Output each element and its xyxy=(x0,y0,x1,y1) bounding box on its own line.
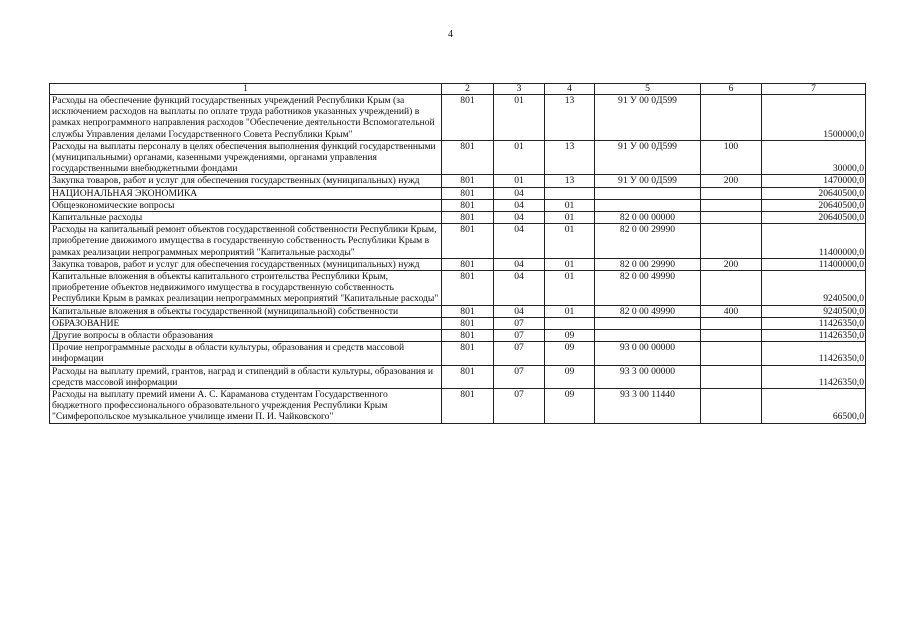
grbs-code-cell: 801 xyxy=(442,199,494,211)
expense-name-cell: Общеэкономические вопросы xyxy=(50,199,442,211)
amount-cell: 11426350,0 xyxy=(762,365,866,388)
grbs-code-cell: 801 xyxy=(442,317,494,329)
expense-name-cell: НАЦИОНАЛЬНАЯ ЭКОНОМИКА xyxy=(50,187,442,199)
table-row xyxy=(50,365,866,388)
grbs-code-cell: 801 xyxy=(442,224,494,259)
amount-cell: 11400000,0 xyxy=(762,258,866,270)
expense-name-cell: Капитальные вложения в объекты государственной (муниципальной) собственности xyxy=(50,305,442,317)
target-article-cell: 91 У 00 0Д599 xyxy=(595,95,701,141)
grbs-code-cell: 801 xyxy=(442,365,494,388)
expense-name-cell: Расходы на выплаты персоналу в целях обеспечения выполнения функций государственными (муниципальными) органами, казенными учреждениями, органами управления государственными внебюджетными фондами xyxy=(50,140,442,175)
table-row xyxy=(50,187,866,199)
section-code-cell: 07 xyxy=(494,389,545,424)
target-article-cell: 82 0 00 29990 xyxy=(595,258,701,270)
amount-cell: 30000,0 xyxy=(762,140,866,175)
header-cell: 3 xyxy=(494,84,545,95)
section-code-cell: 04 xyxy=(494,187,545,199)
expense-type-cell xyxy=(701,271,762,306)
expense-type-cell: 200 xyxy=(701,258,762,270)
table-row xyxy=(50,212,866,224)
subsection-code-cell xyxy=(545,187,595,199)
header-row xyxy=(50,84,866,95)
section-code-cell: 04 xyxy=(494,199,545,211)
section-code-cell: 04 xyxy=(494,305,545,317)
subsection-code-cell: 01 xyxy=(545,199,595,211)
budget-table xyxy=(49,83,866,424)
subsection-code-cell: 01 xyxy=(545,258,595,270)
expense-type-cell: 100 xyxy=(701,140,762,175)
amount-cell: 66500,0 xyxy=(762,389,866,424)
section-code-cell: 04 xyxy=(494,258,545,270)
section-code-cell: 04 xyxy=(494,271,545,306)
table-row xyxy=(50,175,866,187)
subsection-code-cell: 09 xyxy=(545,342,595,365)
grbs-code-cell: 801 xyxy=(442,271,494,306)
subsection-code-cell: 09 xyxy=(545,389,595,424)
expense-name-cell: Другие вопросы в области образования xyxy=(50,330,442,342)
header-cell: 7 xyxy=(762,84,866,95)
amount-cell: 20640500,0 xyxy=(762,187,866,199)
target-article-cell: 91 У 00 0Д599 xyxy=(595,175,701,187)
amount-cell: 1500000,0 xyxy=(762,95,866,141)
table-row xyxy=(50,342,866,365)
amount-cell: 11400000,0 xyxy=(762,224,866,259)
expense-type-cell xyxy=(701,212,762,224)
subsection-code-cell: 13 xyxy=(545,95,595,141)
target-article-cell xyxy=(595,187,701,199)
target-article-cell: 82 0 00 49990 xyxy=(595,271,701,306)
table-row xyxy=(50,389,866,424)
subsection-code-cell: 13 xyxy=(545,175,595,187)
expense-name-cell: Капитальные вложения в объекты капитального строительства Республики Крым, приобретение объектов недвижимого имущества в государственную собственность Республики Крым в рамках реализации непрограммных мероприятий "Капитальные расходы" xyxy=(50,271,442,306)
expense-type-cell: 400 xyxy=(701,305,762,317)
expense-type-cell xyxy=(701,330,762,342)
subsection-code-cell: 01 xyxy=(545,212,595,224)
amount-cell: 1470000,0 xyxy=(762,175,866,187)
expense-name-cell: Расходы на капитальный ремонт объектов государственной собственности Республики Крым, приобретение движимого имущества в государственную собственность Республики Крым в рамках реализации непрограммных мероприятий "Капитальные расходы" xyxy=(50,224,442,259)
target-article-cell xyxy=(595,317,701,329)
table-row xyxy=(50,330,866,342)
expense-name-cell: Закупка товаров, работ и услуг для обеспечения государственных (муниципальных) нужд xyxy=(50,258,442,270)
subsection-code-cell: 09 xyxy=(545,365,595,388)
amount-cell: 9240500,0 xyxy=(762,305,866,317)
target-article-cell: 93 3 00 00000 xyxy=(595,365,701,388)
section-code-cell: 01 xyxy=(494,140,545,175)
target-article-cell: 93 3 00 11440 xyxy=(595,389,701,424)
subsection-code-cell: 09 xyxy=(545,330,595,342)
expense-type-cell xyxy=(701,342,762,365)
section-code-cell: 07 xyxy=(494,342,545,365)
header-cell: 1 xyxy=(50,84,442,95)
expense-name-cell: ОБРАЗОВАНИЕ xyxy=(50,317,442,329)
table-row xyxy=(50,317,866,329)
expense-name-cell: Расходы на выплату премий имени А. С. Караманова студентам Государственного бюджетного профессионального образовательного учреждения Республики Крым "Симферопольское музыкальное училище имени П. И. Чайковского" xyxy=(50,389,442,424)
target-article-cell: 82 0 00 49990 xyxy=(595,305,701,317)
subsection-code-cell: 01 xyxy=(545,305,595,317)
table-row xyxy=(50,271,866,306)
section-code-cell: 07 xyxy=(494,365,545,388)
grbs-code-cell: 801 xyxy=(442,187,494,199)
section-code-cell: 01 xyxy=(494,95,545,141)
target-article-cell xyxy=(595,199,701,211)
expense-type-cell xyxy=(701,389,762,424)
grbs-code-cell: 801 xyxy=(442,389,494,424)
section-code-cell: 07 xyxy=(494,317,545,329)
header-cell: 2 xyxy=(442,84,494,95)
expense-name-cell: Расходы на выплату премий, грантов, наград и стипендий в области культуры, образования и средств массовой информации xyxy=(50,365,442,388)
header-cell: 6 xyxy=(701,84,762,95)
header-cell: 4 xyxy=(545,84,595,95)
amount-cell: 11426350,0 xyxy=(762,342,866,365)
grbs-code-cell: 801 xyxy=(442,330,494,342)
section-code-cell: 07 xyxy=(494,330,545,342)
target-article-cell: 82 0 00 00000 xyxy=(595,212,701,224)
grbs-code-cell: 801 xyxy=(442,95,494,141)
grbs-code-cell: 801 xyxy=(442,305,494,317)
target-article-cell: 82 0 00 29990 xyxy=(595,224,701,259)
expense-type-cell xyxy=(701,95,762,141)
expense-type-cell xyxy=(701,317,762,329)
expense-type-cell xyxy=(701,187,762,199)
amount-cell: 20640500,0 xyxy=(762,212,866,224)
target-article-cell xyxy=(595,330,701,342)
grbs-code-cell: 801 xyxy=(442,175,494,187)
target-article-cell: 93 0 00 00000 xyxy=(595,342,701,365)
grbs-code-cell: 801 xyxy=(442,342,494,365)
subsection-code-cell xyxy=(545,317,595,329)
table-row xyxy=(50,199,866,211)
table-row xyxy=(50,95,866,141)
amount-cell: 9240500,0 xyxy=(762,271,866,306)
amount-cell: 11426350,0 xyxy=(762,317,866,329)
expense-name-cell: Закупка товаров, работ и услуг для обеспечения государственных (муниципальных) нужд xyxy=(50,175,442,187)
section-code-cell: 04 xyxy=(494,212,545,224)
section-code-cell: 01 xyxy=(494,175,545,187)
table-row xyxy=(50,140,866,175)
expense-type-cell xyxy=(701,224,762,259)
table-row xyxy=(50,305,866,317)
target-article-cell: 91 У 00 0Д599 xyxy=(595,140,701,175)
expense-type-cell xyxy=(701,199,762,211)
expense-type-cell: 200 xyxy=(701,175,762,187)
grbs-code-cell: 801 xyxy=(442,212,494,224)
page-number: 4 xyxy=(448,29,453,40)
subsection-code-cell: 13 xyxy=(545,140,595,175)
amount-cell: 20640500,0 xyxy=(762,199,866,211)
table-row xyxy=(50,224,866,259)
expense-type-cell xyxy=(701,365,762,388)
subsection-code-cell: 01 xyxy=(545,271,595,306)
grbs-code-cell: 801 xyxy=(442,258,494,270)
header-cell: 5 xyxy=(595,84,701,95)
amount-cell: 11426350,0 xyxy=(762,330,866,342)
subsection-code-cell: 01 xyxy=(545,224,595,259)
expense-name-cell: Прочие непрограммные расходы в области культуры, образования и средств массовой информации xyxy=(50,342,442,365)
expense-name-cell: Капитальные расходы xyxy=(50,212,442,224)
grbs-code-cell: 801 xyxy=(442,140,494,175)
expense-name-cell: Расходы на обеспечение функций государственных учреждений Республики Крым (за исключением расходов на выплаты по оплате труда работников указанных учреждений) в рамках непрограммного направления расходов "Обеспечение деятельности Вспомогательной службы Управления делами Государственного Совета Республики Крым" xyxy=(50,95,442,141)
table-row xyxy=(50,258,866,270)
section-code-cell: 04 xyxy=(494,224,545,259)
